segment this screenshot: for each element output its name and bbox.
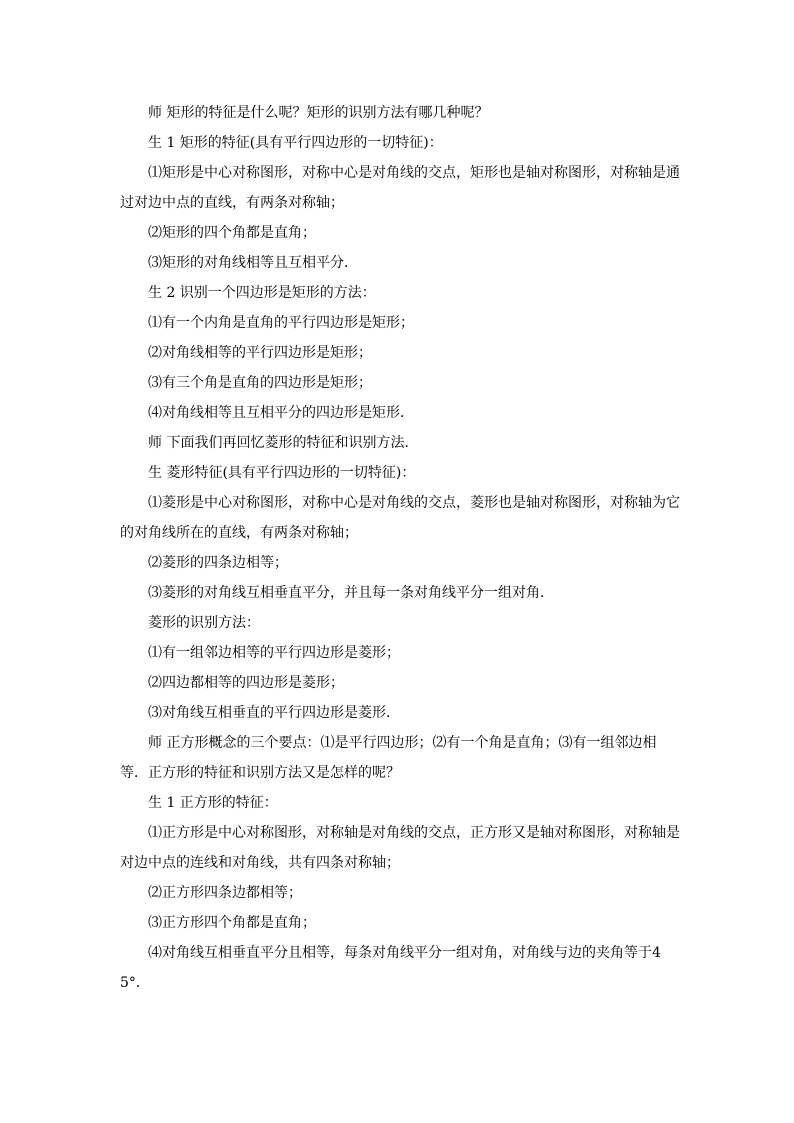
paragraph-square-feature-2: ⑵正方形四条边都相等； xyxy=(148,885,302,901)
paragraph-rectangle-identify-heading: 生 2 识别一个四边形是矩形的方法： xyxy=(148,285,376,301)
paragraph-rectangle-identify-3: ⑶有三个角是直角的四边形是矩形； xyxy=(148,375,372,391)
paragraph-rhombus-identify-2: ⑵四边都相等的四边形是菱形； xyxy=(148,675,344,691)
paragraph-rectangle-feature-2: ⑵矩形的四个角都是直角； xyxy=(148,225,316,241)
paragraph-rectangle-identify-1: ⑴有一个内角是直角的平行四边形是矩形； xyxy=(148,315,414,331)
paragraph-rhombus-features-heading: 生 菱形特征(具有平行四边形的一切特征)： xyxy=(148,465,416,481)
paragraph-square-feature-1: ⑴正方形是中心对称图形，对称轴是对角线的交点，正方形又是轴对称图形，对称轴是对边中点的连线和对角线，共有四条对称轴； xyxy=(120,825,680,871)
paragraph-rectangle-features-heading: 生 1 矩形的特征(具有平行四边形的一切特征)： xyxy=(148,135,443,151)
paragraph-rhombus-feature-1: ⑴菱形是中心对称图形，对称中心是对角线的交点，菱形也是轴对称图形，对称轴为它的对角线所在的直线，有两条对称轴； xyxy=(120,495,680,541)
paragraph-rhombus-identify-3: ⑶对角线互相垂直的平行四边形是菱形． xyxy=(148,705,400,721)
paragraph-rhombus-identify-1: ⑴有一组邻边相等的平行四边形是菱形； xyxy=(148,645,400,661)
paragraph-rhombus-feature-2: ⑵菱形的四条边相等； xyxy=(148,555,288,571)
paragraph-rectangle-identify-2: ⑵对角线相等的平行四边形是矩形； xyxy=(148,345,372,361)
paragraph-rectangle-feature-1: ⑴矩形是中心对称图形，对称中心是对角线的交点，矩形也是轴对称图形，对称轴是通过对边中点的直线，有两条对称轴； xyxy=(120,165,680,211)
paragraph-teacher-question-rectangle: 师 矩形的特征是什么呢？矩形的识别方法有哪几种呢？ xyxy=(148,105,489,121)
paragraph-rhombus-identify-heading: 菱形的识别方法： xyxy=(148,615,260,631)
paragraph-square-feature-4: ⑷对角线互相垂直平分且相等，每条对角线平分一组对角，对角线与边的夹角等于45°． xyxy=(120,945,661,991)
paragraph-teacher-rhombus-intro: 师 下面我们再回忆菱形的特征和识别方法. xyxy=(148,435,409,451)
paragraph-teacher-square-concept: 师 正方形概念的三个要点：⑴是平行四边形；⑵有一个角是直角；⑶有一组邻边相等．正方形的特征和识别方法又是怎样的呢？ xyxy=(120,735,657,781)
document-body xyxy=(120,98,680,998)
paragraph-rhombus-feature-3: ⑶菱形的对角线互相垂直平分，并且每一条对角线平分一组对角． xyxy=(148,585,554,601)
paragraph-rectangle-identify-4: ⑷对角线相等且互相平分的四边形是矩形． xyxy=(148,405,414,421)
paragraph-rectangle-feature-3: ⑶矩形的对角线相等且互相平分． xyxy=(148,255,358,271)
paragraph-square-features-heading: 生 1 正方形的特征： xyxy=(148,795,278,811)
paragraph-square-feature-3: ⑶正方形四个角都是直角； xyxy=(148,915,316,931)
